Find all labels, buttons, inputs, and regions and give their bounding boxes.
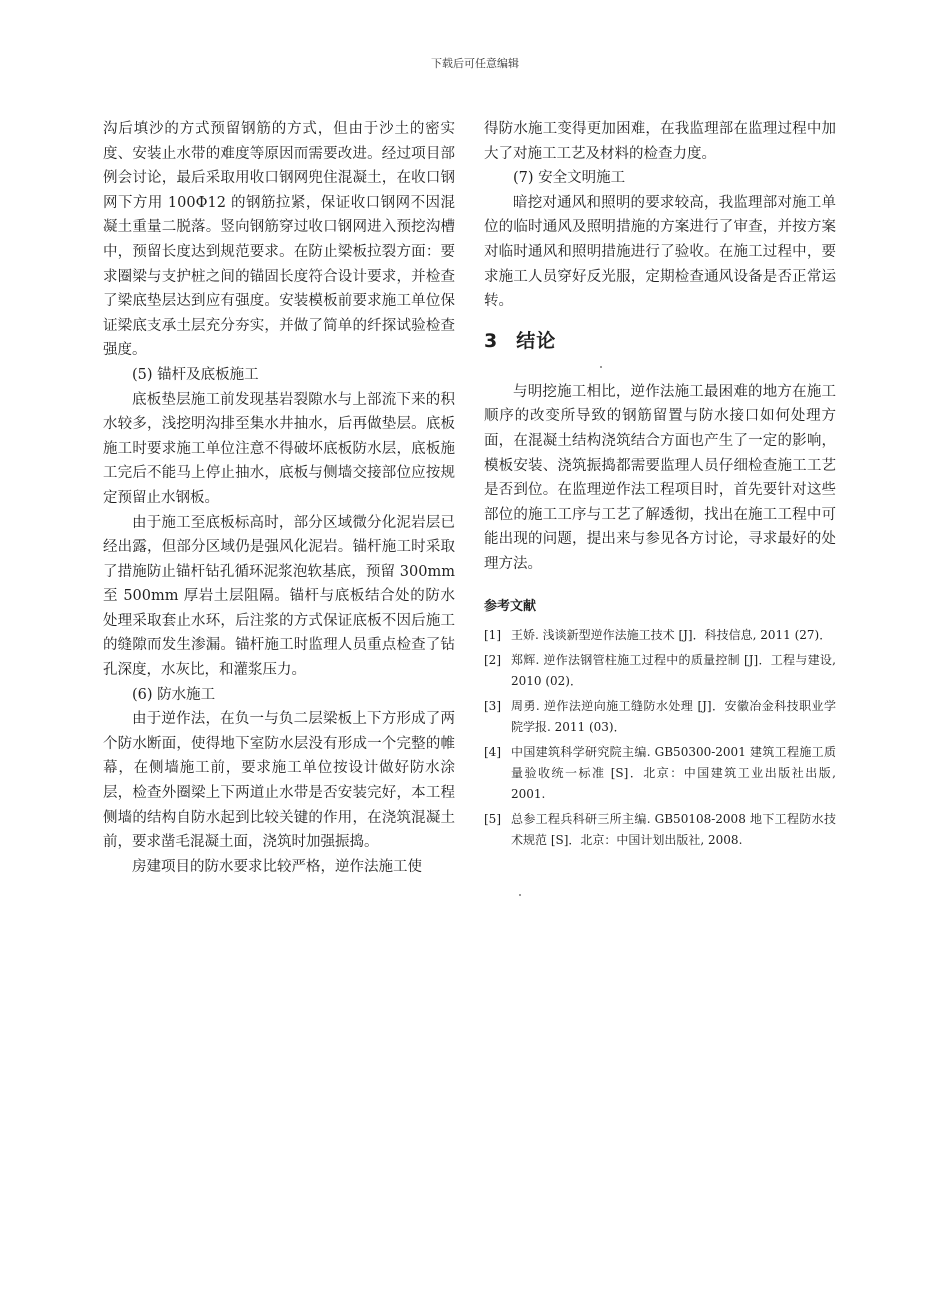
references-list [484, 625, 836, 851]
reference-number: [3] [484, 698, 501, 713]
right-column [484, 117, 836, 855]
reference-item [484, 742, 836, 805]
left-column [103, 117, 455, 879]
paragraph-waterproof-continued: 得防水施工变得更加困难，在我监理部在监理过程中加大了对施工工艺及材料的检查力度。 [484, 121, 836, 162]
section-heading-conclusion [484, 328, 836, 354]
paragraph-rebar-method: 沟后填沙的方式预留钢筋的方式，但由于沙土的密实度、安装止水带的难度等原因而需要改进。经过项目部例会讨论，最后采取用收口钢网兜住混凝土，在收口钢网下方用 100Φ12 的钢筋拉紧，保证收口钢网不因混凝土重量二脱落。竖向钢筋穿过收口钢网进入预挖沟槽中，预留长度达到规范要求。在防止梁板拉裂方面：要求圈梁与支护桩之间的锚固长度符合设计要求，并检查了梁底垫层达到应有强度。安装模板前要求施工单位保证梁底支承土层充分夯实，并做了简单的纤探试验检查强度。 [103, 121, 455, 359]
reference-number: [1] [484, 627, 501, 642]
references-heading: 参考文献 [484, 598, 537, 614]
scan-speck [519, 894, 521, 896]
reference-text: 郑辉. 逆作法钢管柱施工过程中的质量控制 [J]．工程与建设, 2010 (02)． [511, 652, 836, 688]
reference-item [484, 809, 836, 851]
paragraph-conclusion: 与明挖施工相比，逆作法施工最困难的地方在施工顺序的改变所导致的钢筋留置与防水接口如何处理方面，在混凝土结构浇筑结合方面也产生了一定的影响，模板安装、浇筑振捣都需要监理人员仔细检查施工工艺是否到位。在监理逆作法工程项目时，首先要针对这些部位的施工工序与工艺了解透彻，找出在施工工程中可能出现的问题，提出来与参见各方讨论，寻求最好的处理方法。 [484, 383, 836, 572]
paragraph-waterproof-sections: 由于逆作法，在负一与负二层梁板上下方形成了两个防水断面，使得地下室防水层没有形成一个完整的帷幕，在侧墙施工前，要求施工单位按设计做好防水涂层，检查外圈梁上下两道止水带是否安装完好，本工程侧墙的结构自防水起到比较关键的作用，在浇筑混凝土前，要求凿毛混凝土面，浇筑时加强振捣。 [103, 711, 455, 851]
reference-text: 王娇. 浅谈新型逆作法施工技术 [J]．科技信息, 2011 (27)． [511, 627, 832, 642]
subheading-anchor-floor: (5) 锚杆及底板施工 [132, 366, 259, 383]
scan-speck [600, 366, 602, 368]
reference-item [484, 625, 836, 646]
paragraph-anchor-construction: 由于施工至底板标高时，部分区域微分化泥岩层已经出露，但部分区域仍是强风化泥岩。锚杆施工时采取了措施防止锚杆钻孔循环泥浆泡软基底，预留 300mm 至 500mm 厚岩土层阻隔。锚杆与底板结合处的防水处理采取套止水环，后注浆的方式保证底板不因后施工的缝隙而发生渗漏。锚杆施工时监理人员重点检查了钻孔深度，水灰比，和灌浆压力。 [103, 514, 455, 679]
subheading-safety: (7) 安全文明施工 [513, 170, 626, 187]
reference-text: 中国建筑科学研究院主编. GB50300-2001 建筑工程施工质量验收统一标准 [S]．北京：中国建筑工业出版社出版, 2001. [511, 744, 836, 801]
paragraph-floor-cushion: 底板垫层施工前发现基岩裂隙水与上部流下来的积水较多，浅挖明沟排至集水井抽水，后再做垫层。底板施工时要求施工单位注意不得破坏底板防水层，底板施工完后不能马上停止抽水，底板与侧墙交接部位应按规定预留止水钢板。 [103, 391, 455, 506]
reference-number: [4] [484, 744, 501, 759]
paragraph-ventilation-lighting: 暗挖对通风和照明的要求较高，我监理部对施工单位的临时通风及照明措施的方案进行了审查，并按方案对临时通风和照明措施进行了验收。在施工过程中，要求施工人员穿好反光服，定期检查通风设备是否正常运转。 [484, 194, 836, 310]
reference-text: 周勇. 逆作法逆向施工缝防水处理 [J]．安徽冶金科技职业学院学报. 2011 (03)． [511, 698, 836, 734]
section-title: 结论 [516, 329, 557, 352]
section-number: 3 [484, 329, 499, 352]
reference-number: [5] [484, 811, 501, 826]
reference-item [484, 650, 836, 692]
subheading-waterproofing: (6) 防水施工 [132, 686, 216, 703]
paragraph-waterproof-requirements: 房建项目的防水要求比较严格，逆作法施工使 [132, 858, 422, 875]
page-header: 下载后可任意编辑 [431, 57, 519, 70]
reference-text: 总参工程兵科研三所主编. GB50108-2008 地下工程防水技术规范 [S]．北京：中国计划出版社, 2008. [511, 811, 836, 847]
reference-item [484, 696, 836, 738]
reference-number: [2] [484, 652, 501, 667]
